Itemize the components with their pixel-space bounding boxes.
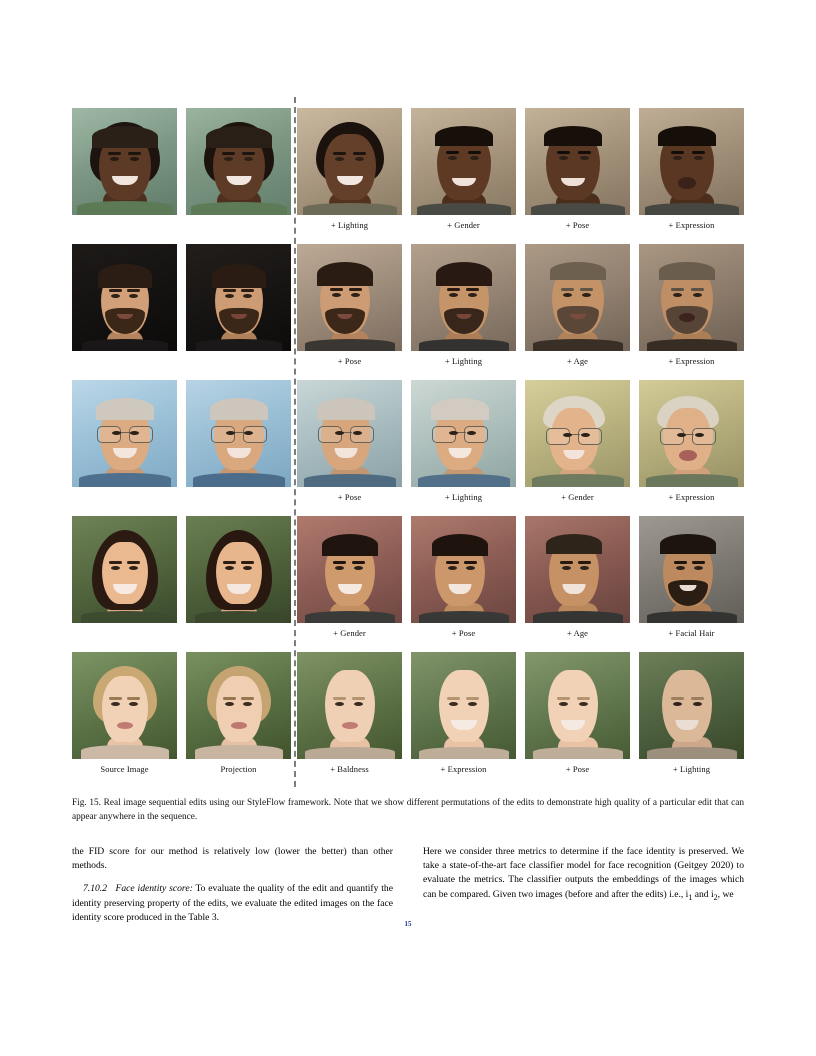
face-thumbnail bbox=[639, 244, 744, 351]
face-thumbnail bbox=[72, 380, 177, 487]
face-thumbnail bbox=[186, 380, 291, 487]
paragraph-metrics-mid: and i bbox=[692, 888, 714, 900]
figure-cell bbox=[411, 380, 516, 502]
figure-cell-caption: + Baldness bbox=[330, 764, 369, 774]
face-thumbnail bbox=[525, 380, 630, 487]
figure-cell bbox=[72, 380, 177, 492]
figure-cell bbox=[297, 108, 402, 230]
figure-cell bbox=[639, 652, 744, 774]
figure-cell bbox=[411, 516, 516, 638]
figure-row bbox=[72, 652, 744, 781]
figure-cell bbox=[525, 108, 630, 230]
figure-row bbox=[72, 516, 744, 645]
figure-cell bbox=[525, 516, 630, 638]
figure-number: Fig. 15. bbox=[72, 798, 101, 808]
face-thumbnail bbox=[297, 516, 402, 623]
figure-cell bbox=[297, 516, 402, 638]
figure-row-right-group bbox=[297, 516, 744, 638]
figure-cell bbox=[186, 652, 291, 774]
figure-caption-text: Real image sequential edits using our StyleFlow framework. Note that we show different permutations of the edits to demonstrate high quality of a particular edit that can appear anywhere in the sequence. bbox=[72, 798, 745, 822]
face-thumbnail bbox=[525, 516, 630, 623]
face-thumbnail bbox=[186, 244, 291, 351]
figure-cell bbox=[639, 244, 744, 366]
figure-cell bbox=[639, 516, 744, 638]
face-thumbnail bbox=[186, 516, 291, 623]
paragraph-metrics bbox=[423, 845, 744, 905]
paragraph-metrics-tail: , we bbox=[717, 888, 734, 900]
figure-row bbox=[72, 380, 744, 509]
face-thumbnail bbox=[411, 108, 516, 215]
figure-row-right-group bbox=[297, 652, 744, 774]
figure-cell bbox=[525, 652, 630, 774]
face-thumbnail bbox=[186, 108, 291, 215]
figure-cell-caption: + Lighting bbox=[444, 492, 483, 502]
subscript-i1: 1 bbox=[688, 892, 693, 902]
figure-cell bbox=[411, 244, 516, 366]
figure-cell-caption: Projection bbox=[220, 764, 257, 774]
paragraph-metrics-text: Here we consider three metrics to determine if the face identity is preserved. We take a state-of-the-art face classifier model for face recognition (Geitgey 2020) to evaluate the metrics. The classifier outputs the embeddings of the images which can be compared. Given two images (before and after the edits) i.e., i bbox=[423, 846, 744, 900]
paragraph-face-identity bbox=[72, 882, 393, 925]
figure-row-right-group bbox=[297, 108, 744, 230]
figure-cell-caption: + Pose bbox=[565, 764, 590, 774]
face-thumbnail bbox=[411, 516, 516, 623]
face-thumbnail bbox=[72, 516, 177, 623]
figure-cell-caption: + Pose bbox=[337, 492, 362, 502]
paragraph-fid: the FID score for our method is relatively low (lower the better) than other methods. bbox=[72, 846, 393, 872]
figure-cell bbox=[297, 380, 402, 502]
figure-row-right-group bbox=[297, 380, 744, 502]
figure-cell-caption: + Expression bbox=[440, 764, 487, 774]
figure-cell-caption: + Expression bbox=[668, 492, 715, 502]
face-thumbnail bbox=[297, 108, 402, 215]
face-thumbnail bbox=[186, 652, 291, 759]
figure-grid bbox=[72, 108, 744, 781]
face-thumbnail bbox=[639, 516, 744, 623]
face-thumbnail bbox=[72, 108, 177, 215]
figure-cell-caption: + Lighting bbox=[444, 356, 483, 366]
figure-row-left-group bbox=[72, 108, 291, 220]
subsection-title: Face identity score: bbox=[115, 883, 193, 895]
figure-row bbox=[72, 108, 744, 237]
figure-cell bbox=[411, 652, 516, 774]
figure-dashed-divider bbox=[294, 97, 296, 787]
figure-row-left-group bbox=[72, 244, 291, 356]
figure-cell-caption: + Gender bbox=[333, 628, 366, 638]
face-thumbnail bbox=[297, 244, 402, 351]
figure-15 bbox=[72, 108, 744, 788]
figure-row-left-group bbox=[72, 652, 291, 774]
figure-cell-caption: + Age bbox=[566, 628, 589, 638]
figure-cell-caption: + Expression bbox=[668, 356, 715, 366]
figure-row-right-group bbox=[297, 244, 744, 366]
face-thumbnail bbox=[525, 244, 630, 351]
figure-cell bbox=[525, 380, 630, 502]
face-thumbnail bbox=[72, 652, 177, 759]
page-number: 15 bbox=[404, 920, 412, 928]
figure-row-left-group bbox=[72, 516, 291, 628]
figure-cell bbox=[186, 516, 291, 628]
figure-cell-caption: + Facial Hair bbox=[668, 628, 715, 638]
subsection-number: 7.10.2 bbox=[83, 883, 107, 895]
subsection-body: To evaluate the quality of the edit and quantify the identity preserving property of the edits, we evaluate the edited images on the face identity score produced in the Table 3. bbox=[72, 883, 393, 923]
face-thumbnail bbox=[525, 108, 630, 215]
figure-row bbox=[72, 244, 744, 373]
figure-caption bbox=[72, 797, 744, 824]
figure-cell-caption: + Age bbox=[566, 356, 589, 366]
figure-cell bbox=[297, 244, 402, 366]
face-thumbnail bbox=[411, 244, 516, 351]
figure-cell bbox=[186, 380, 291, 492]
face-thumbnail bbox=[297, 652, 402, 759]
figure-cell-caption: + Lighting bbox=[672, 764, 711, 774]
figure-cell-caption: + Pose bbox=[451, 628, 476, 638]
face-thumbnail bbox=[72, 244, 177, 351]
figure-cell bbox=[72, 652, 177, 774]
face-thumbnail bbox=[411, 380, 516, 487]
face-thumbnail bbox=[639, 380, 744, 487]
figure-cell bbox=[72, 108, 177, 220]
figure-cell-caption: + Pose bbox=[337, 356, 362, 366]
figure-cell-caption: + Expression bbox=[668, 220, 715, 230]
face-thumbnail bbox=[411, 652, 516, 759]
figure-cell bbox=[525, 244, 630, 366]
figure-cell-caption: Source Image bbox=[100, 764, 149, 774]
figure-row-left-group bbox=[72, 380, 291, 492]
figure-cell-caption: + Gender bbox=[561, 492, 594, 502]
figure-cell bbox=[72, 244, 177, 356]
face-thumbnail bbox=[297, 380, 402, 487]
figure-cell bbox=[186, 108, 291, 220]
subscript-i2: 2 bbox=[713, 892, 718, 902]
figure-cell bbox=[639, 380, 744, 502]
face-thumbnail bbox=[639, 652, 744, 759]
figure-cell bbox=[639, 108, 744, 230]
figure-cell-caption: + Gender bbox=[447, 220, 480, 230]
face-thumbnail bbox=[525, 652, 630, 759]
face-thumbnail bbox=[639, 108, 744, 215]
figure-cell-caption: + Lighting bbox=[330, 220, 369, 230]
figure-cell bbox=[411, 108, 516, 230]
figure-cell bbox=[186, 244, 291, 356]
figure-cell bbox=[72, 516, 177, 628]
figure-cell-caption: + Pose bbox=[565, 220, 590, 230]
figure-cell bbox=[297, 652, 402, 774]
